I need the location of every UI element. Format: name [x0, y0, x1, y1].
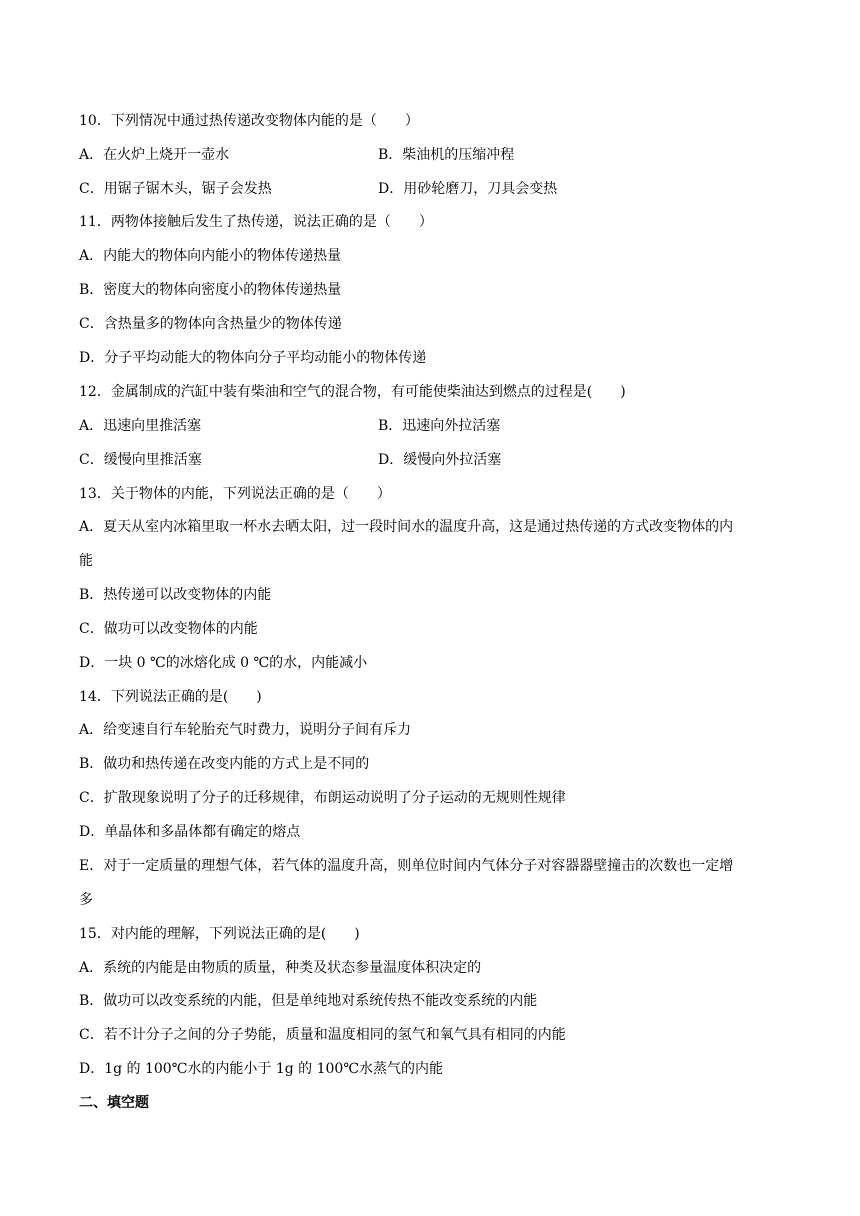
question-10-option-c: C．用锯子锯木头，锯子会发热	[79, 181, 272, 197]
question-10-option-a: A．在火炉上烧开一壶水	[79, 147, 230, 163]
question-11-stem: 11．两物体接触后发生了热传递，说法正确的是（ ）	[79, 214, 433, 230]
question-11-option-b: B．密度大的物体向密度小的物体传递热量	[79, 282, 342, 298]
question-15-option-b: B．做功可以改变系统的内能，但是单纯地对系统传热不能改变系统的内能	[79, 993, 538, 1009]
section-heading: 二、填空题	[79, 1095, 149, 1111]
question-11-option-d: D．分子平均动能大的物体向分子平均动能小的物体传递	[79, 350, 427, 366]
question-14-option-d: D．单晶体和多晶体都有确定的熔点	[79, 824, 301, 840]
question-14-option-e-continued: 多	[79, 892, 93, 908]
question-11-option-c: C．含热量多的物体向含热量少的物体传递	[79, 316, 342, 332]
question-13-option-d: D．一块 0 ℃的冰熔化成 0 ℃的水，内能减小	[79, 655, 368, 671]
question-13-option-a-continued: 能	[79, 553, 93, 569]
question-11-option-a: A．内能大的物体向内能小的物体传递热量	[79, 248, 342, 264]
question-15-stem: 15．对内能的理解，下列说法正确的是( )	[79, 926, 360, 942]
question-12-option-a: A．迅速向里推活塞	[79, 418, 202, 434]
question-14-stem: 14．下列说法正确的是( )	[79, 689, 262, 705]
question-13-option-c: C．做功可以改变物体的内能	[79, 621, 258, 637]
question-10-option-b: B．柴油机的压缩冲程	[378, 147, 515, 163]
question-10-stem: 10．下列情况中通过热传递改变物体内能的是（ ）	[79, 113, 419, 129]
question-12-option-b: B．迅速向外拉活塞	[378, 418, 501, 434]
question-14-option-a: A．给变速自行车轮胎充气时费力，说明分子间有斥力	[79, 722, 412, 738]
question-14-option-e: E．对于一定质量的理想气体，若气体的温度升高，则单位时间内气体分子对容器器壁撞击的次数也一定增	[79, 858, 734, 874]
question-14-option-b: B．做功和热传递在改变内能的方式上是不同的	[79, 756, 370, 772]
question-15-option-a: A．系统的内能是由物质的质量，种类及状态参量温度体积决定的	[79, 960, 482, 976]
question-12-option-d: D．缓慢向外拉活塞	[378, 452, 502, 468]
question-15-option-c: C．若不计分子之间的分子势能，质量和温度相同的氢气和氧气具有相同的内能	[79, 1027, 566, 1043]
question-15-option-d: D．1g 的 100℃水的内能小于 1g 的 100℃水蒸气的内能	[79, 1061, 443, 1077]
question-14-option-c: C．扩散现象说明了分子的迁移规律，布朗运动说明了分子运动的无规则性规律	[79, 790, 566, 806]
question-12-stem: 12．金属制成的汽缸中装有柴油和空气的混合物，有可能使柴油达到燃点的过程是( )	[79, 384, 626, 400]
question-13-option-a: A．夏天从室内冰箱里取一杯水去晒太阳，过一段时间水的温度升高，这是通过热传递的方式改变物体的内	[79, 519, 734, 535]
question-13-stem: 13．关于物体的内能，下列说法正确的是（ ）	[79, 486, 391, 502]
question-12-option-c: C．缓慢向里推活塞	[79, 452, 202, 468]
question-13-option-b: B．热传递可以改变物体的内能	[79, 587, 272, 603]
question-10-option-d: D．用砂轮磨刀，刀具会变热	[378, 181, 558, 197]
